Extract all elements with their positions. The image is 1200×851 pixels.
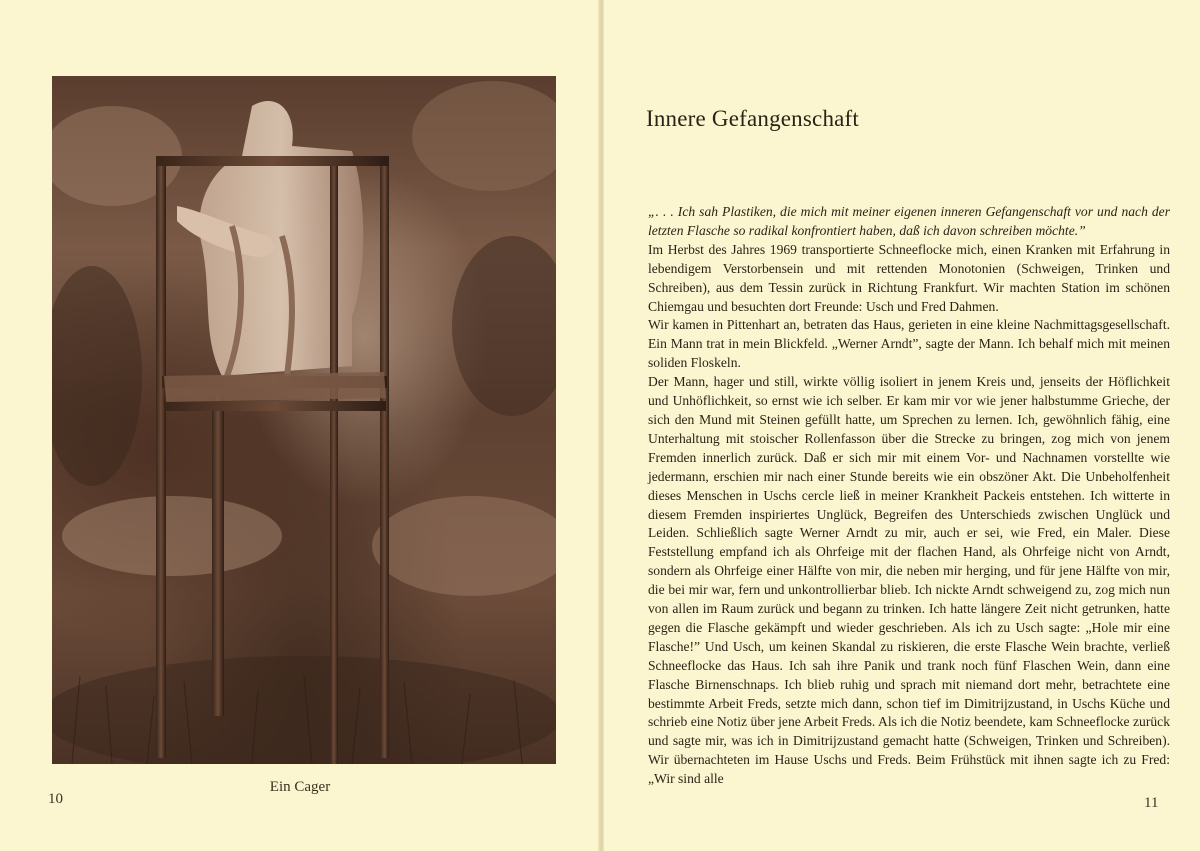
page-number-left: 10 — [48, 791, 63, 807]
paragraph: Der Mann, hager und still, wirkte völlig isoliert in jenem Kreis und, jenseits der Höflichkeit und Unhöflichkeit, so ernst wie ich selber. Er kam mir vor wie jener halbstumme Grieche, der sich den Mund mit Steinen gefüllt hatte, um Sprechen zu lernen. Ich, gewöhnlich fähig, eine Unterhaltung mit stoischer Rollenfasson über die Strecke zu bringen, zog mich von jenem Fremden innerlich zurück. Daß er sich mir mit einem Vor- und Nachnamen vorstellte wie jedermann, erschien mir nach einer Stunde bereits wie ein obszöner Akt. Die Unbeholfenheit dieses Menschen in Uschs cercle ließ in meiner Krankheit Packeis entstehen. Ich witterte in diesem Fremden inspiriertes Unglück, Begreifen des Unterschieds zwischen Unglück und Leiden. Schließlich sagte Werner Arndt zu mir, auch er sei, wie Fred, ein Maler. Diese Feststellung empfand ich als Ohrfeige mit der flachen Hand, als Ohrfeige nicht von Arndt, sondern als Ohrfeige einer Hälfte von mir, die neben mir herging, und für jene Hälfte von mir, die bei mir war, fern und unkontrollierbar blieb. Ich nickte Arndt schweigend zu, zog mich nun von allen im Raum zurück und begann zu trinken. Ich hatte längere Zeit nicht getrunken, hatte gegen die Flasche gekämpft und wieder geschrieben. Als ich zu Usch sagte: „Hole mir eine Flasche!” Und Usch, um keinen Skandal zu riskieren, die erste Flasche Wein brachte, verließ Schneeflocke das Haus. Ich sah ihre Panik und trank noch fünf Flaschen Wein, dann eine Flasche Birnenschnaps. Ich blieb ruhig und sprach mit niemand dort mehr, betrachtete eine bestimmte Arbeit Freds, setzte mich dann, schon tief im Dimitrijzustand, in Uschs Küche und schrieb eine Notiz über jene Arbeit Freds. Als ich die Notiz beendete, kam Schneeflocke zurück und sagte mir, was ich in Dimitrijzustand gemacht hatte (Schweigen, Trinken und Schreiben). Wir übernachteten im Hause Uschs und Freds. Beim Frühstück mit ihnen sagte ich zu Fred: „Wir sind alle — [648, 374, 1170, 787]
body-text — [648, 203, 1170, 789]
right-page — [604, 0, 1200, 851]
epigraph-quote: „. . . Ich sah Plastiken, die mich mit meiner eigenen inneren Gefangenschaft vor und nach der letzten Flasche so radikal konfrontiert haben, daß ich davon schreiben möchte.” — [648, 204, 1170, 238]
cage-sculpture-illustration — [52, 76, 556, 764]
sculpture-photo — [52, 76, 556, 764]
page-number-right: 11 — [1144, 795, 1159, 811]
chapter-title: Innere Gefangenschaft — [646, 106, 859, 131]
photo-caption: Ein Cager — [269, 779, 331, 795]
paragraph: Wir kamen in Pittenhart an, betraten das Haus, gerieten in eine kleine Nachmittagsgesellschaft. Ein Mann trat in mein Blickfeld. „Werner Arndt”, sagte der Mann. Ich behalf mich mit meinen soliden Floskeln. — [648, 317, 1170, 371]
paragraph: Im Herbst des Jahres 1969 transportierte Schneeflocke mich, einen Kranken mit Erfahrung in lebendigem Verstorbensein und mit rettenden Monotonien (Schweigen, Trinken und Schreiben), aus dem Tessin zurück in Richtung Frankfurt. Wir machten Station im schönen Chiemgau und besuchten dort Freunde: Usch und Fred Dahmen. — [648, 241, 1170, 314]
